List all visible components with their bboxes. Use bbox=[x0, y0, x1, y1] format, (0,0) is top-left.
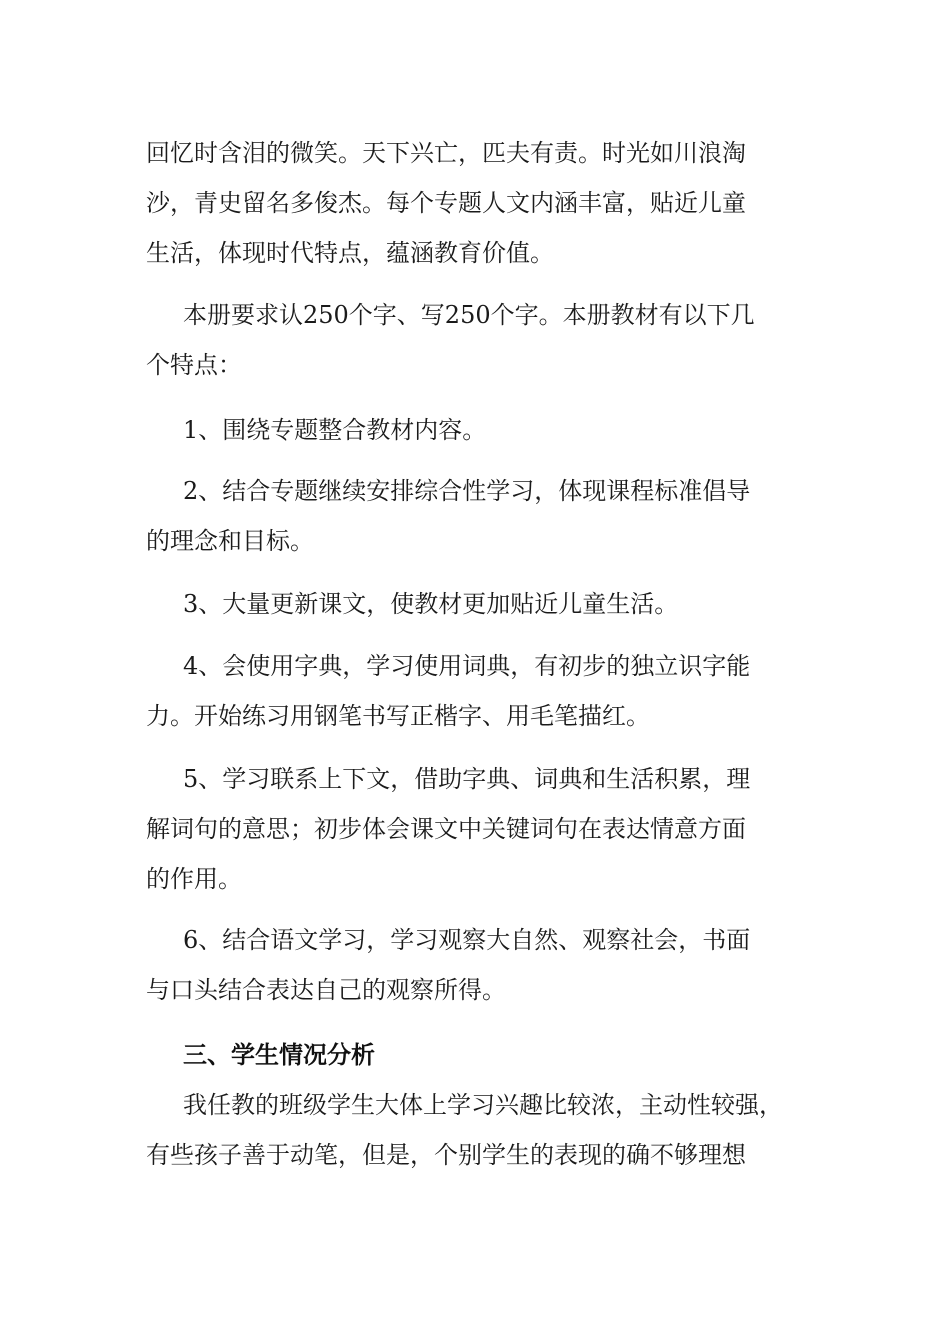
paragraph-3 bbox=[146, 405, 846, 455]
paragraph-1 bbox=[146, 128, 846, 278]
text-line: 与口头结合表达自己的观察所得。 bbox=[146, 976, 506, 1004]
paragraph-9 bbox=[146, 1080, 846, 1180]
paragraph-8 bbox=[146, 915, 846, 1015]
text-line: 解词句的意思；初步体会课文中关键词句在表达情意方面 bbox=[146, 815, 746, 843]
text-line: 的作用。 bbox=[146, 865, 242, 893]
paragraph-4 bbox=[146, 466, 846, 566]
paragraph-7 bbox=[146, 754, 846, 904]
text-line: 我任教的班级学生大体上学习兴趣比较浓，主动性较强， bbox=[183, 1091, 783, 1119]
paragraph-6 bbox=[146, 641, 846, 741]
text-line: 力。开始练习用钢笔书写正楷字、用毛笔描红。 bbox=[146, 702, 650, 730]
paragraph-2 bbox=[146, 290, 846, 390]
paragraph-5 bbox=[146, 579, 846, 629]
text-line: 沙，青史留名多俊杰。每个专题人文内涵丰富，贴近儿童 bbox=[146, 189, 746, 217]
text-line: 4、会使用字典，学习使用词典，有初步的独立识字能 bbox=[183, 652, 751, 680]
text-line: 生活，体现时代特点，蕴涵教育价值。 bbox=[146, 239, 554, 267]
text-line: 有些孩子善于动笔，但是，个别学生的表现的确不够理想 bbox=[146, 1141, 746, 1169]
text-line: 5、学习联系上下文，借助字典、词典和生活积累，理 bbox=[183, 765, 751, 793]
text-line: 1、围绕专题整合教材内容。 bbox=[183, 416, 487, 444]
text-line: 回忆时含泪的微笑。天下兴亡，匹夫有责。时光如川浪淘 bbox=[146, 139, 746, 167]
text-line: 6、结合语文学习，学习观察大自然、观察社会，书面 bbox=[183, 926, 751, 954]
text-line: 的理念和目标。 bbox=[146, 527, 314, 555]
text-line: 本册要求认250个字、写250个字。本册教材有以下几 bbox=[183, 301, 755, 329]
text-line: 个特点： bbox=[146, 351, 242, 379]
text-line: 2、结合专题继续安排综合性学习，体现课程标准倡导 bbox=[183, 477, 751, 505]
text-line: 3、大量更新课文，使教材更加贴近儿童生活。 bbox=[183, 590, 679, 618]
section-heading: 三、学生情况分析 bbox=[183, 1041, 375, 1069]
